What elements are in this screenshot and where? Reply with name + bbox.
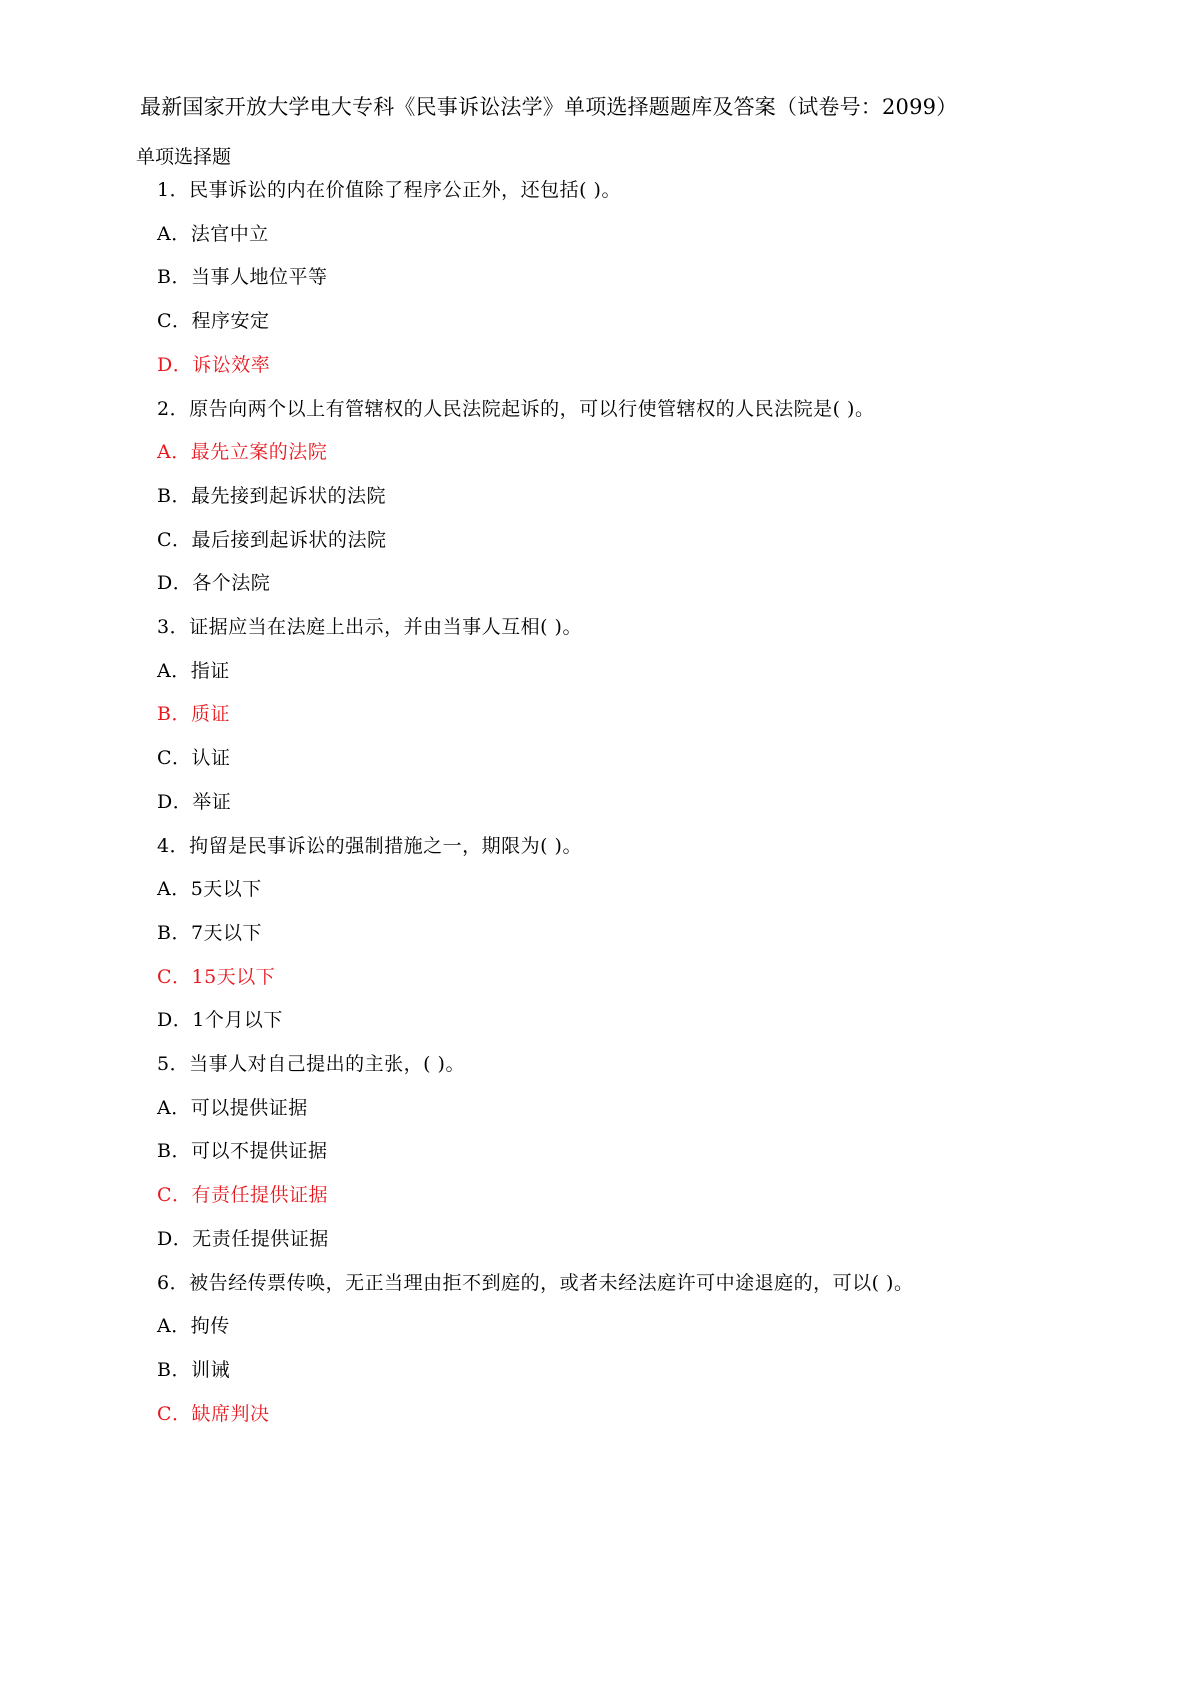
answer-option-correct: C．15天以下 — [157, 965, 276, 988]
answer-option: D．举证 — [157, 790, 232, 813]
answer-option: C．最后接到起诉状的法院 — [157, 528, 387, 551]
document-title: 最新国家开放大学电大专科《民事诉讼法学》单项选择题题库及答案（试卷号：2099） — [140, 95, 958, 119]
answer-option: B．训诫 — [157, 1358, 230, 1381]
answer-option: A．指证 — [157, 659, 230, 682]
answer-option-correct: C．缺席判决 — [157, 1402, 270, 1425]
answer-option: C．认证 — [157, 747, 231, 770]
section-heading: 单项选择题 — [136, 146, 232, 168]
question-stem: 4．拘留是民事诉讼的强制措施之一，期限为( )。 — [157, 834, 582, 857]
answer-option: D．无责任提供证据 — [157, 1227, 329, 1250]
answer-option-correct: D．诉讼效率 — [157, 353, 271, 376]
answer-option: A．5天以下 — [157, 878, 262, 901]
answer-option-correct: B．质证 — [157, 703, 230, 726]
answer-option: A．拘传 — [157, 1315, 230, 1338]
answer-option: B．可以不提供证据 — [157, 1140, 328, 1163]
answer-option-correct: C．有责任提供证据 — [157, 1184, 329, 1207]
answer-option: D．1个月以下 — [157, 1009, 283, 1032]
answer-option: C．程序安定 — [157, 310, 270, 333]
answer-option: B．7天以下 — [157, 921, 263, 944]
answer-option-correct: A．最先立案的法院 — [157, 441, 328, 464]
answer-option: B．当事人地位平等 — [157, 266, 328, 289]
answer-option: B．最先接到起诉状的法院 — [157, 484, 386, 507]
answer-option: A．可以提供证据 — [157, 1096, 308, 1119]
question-stem: 1．民事诉讼的内在价值除了程序公正外，还包括( )。 — [157, 179, 621, 201]
question-stem: 6．被告经传票传唤，无正当理由拒不到庭的，或者未经法庭许可中途退庭的，可以( )。 — [157, 1271, 914, 1294]
question-stem: 3．证据应当在法庭上出示，并由当事人互相( )。 — [157, 616, 582, 638]
question-stem: 5．当事人对自己提出的主张，( )。 — [157, 1053, 465, 1075]
answer-option: A．法官中立 — [157, 222, 269, 245]
answer-option: D．各个法院 — [157, 572, 271, 595]
question-stem: 2．原告向两个以上有管辖权的人民法院起诉的，可以行使管辖权的人民法院是( )。 — [157, 397, 875, 420]
